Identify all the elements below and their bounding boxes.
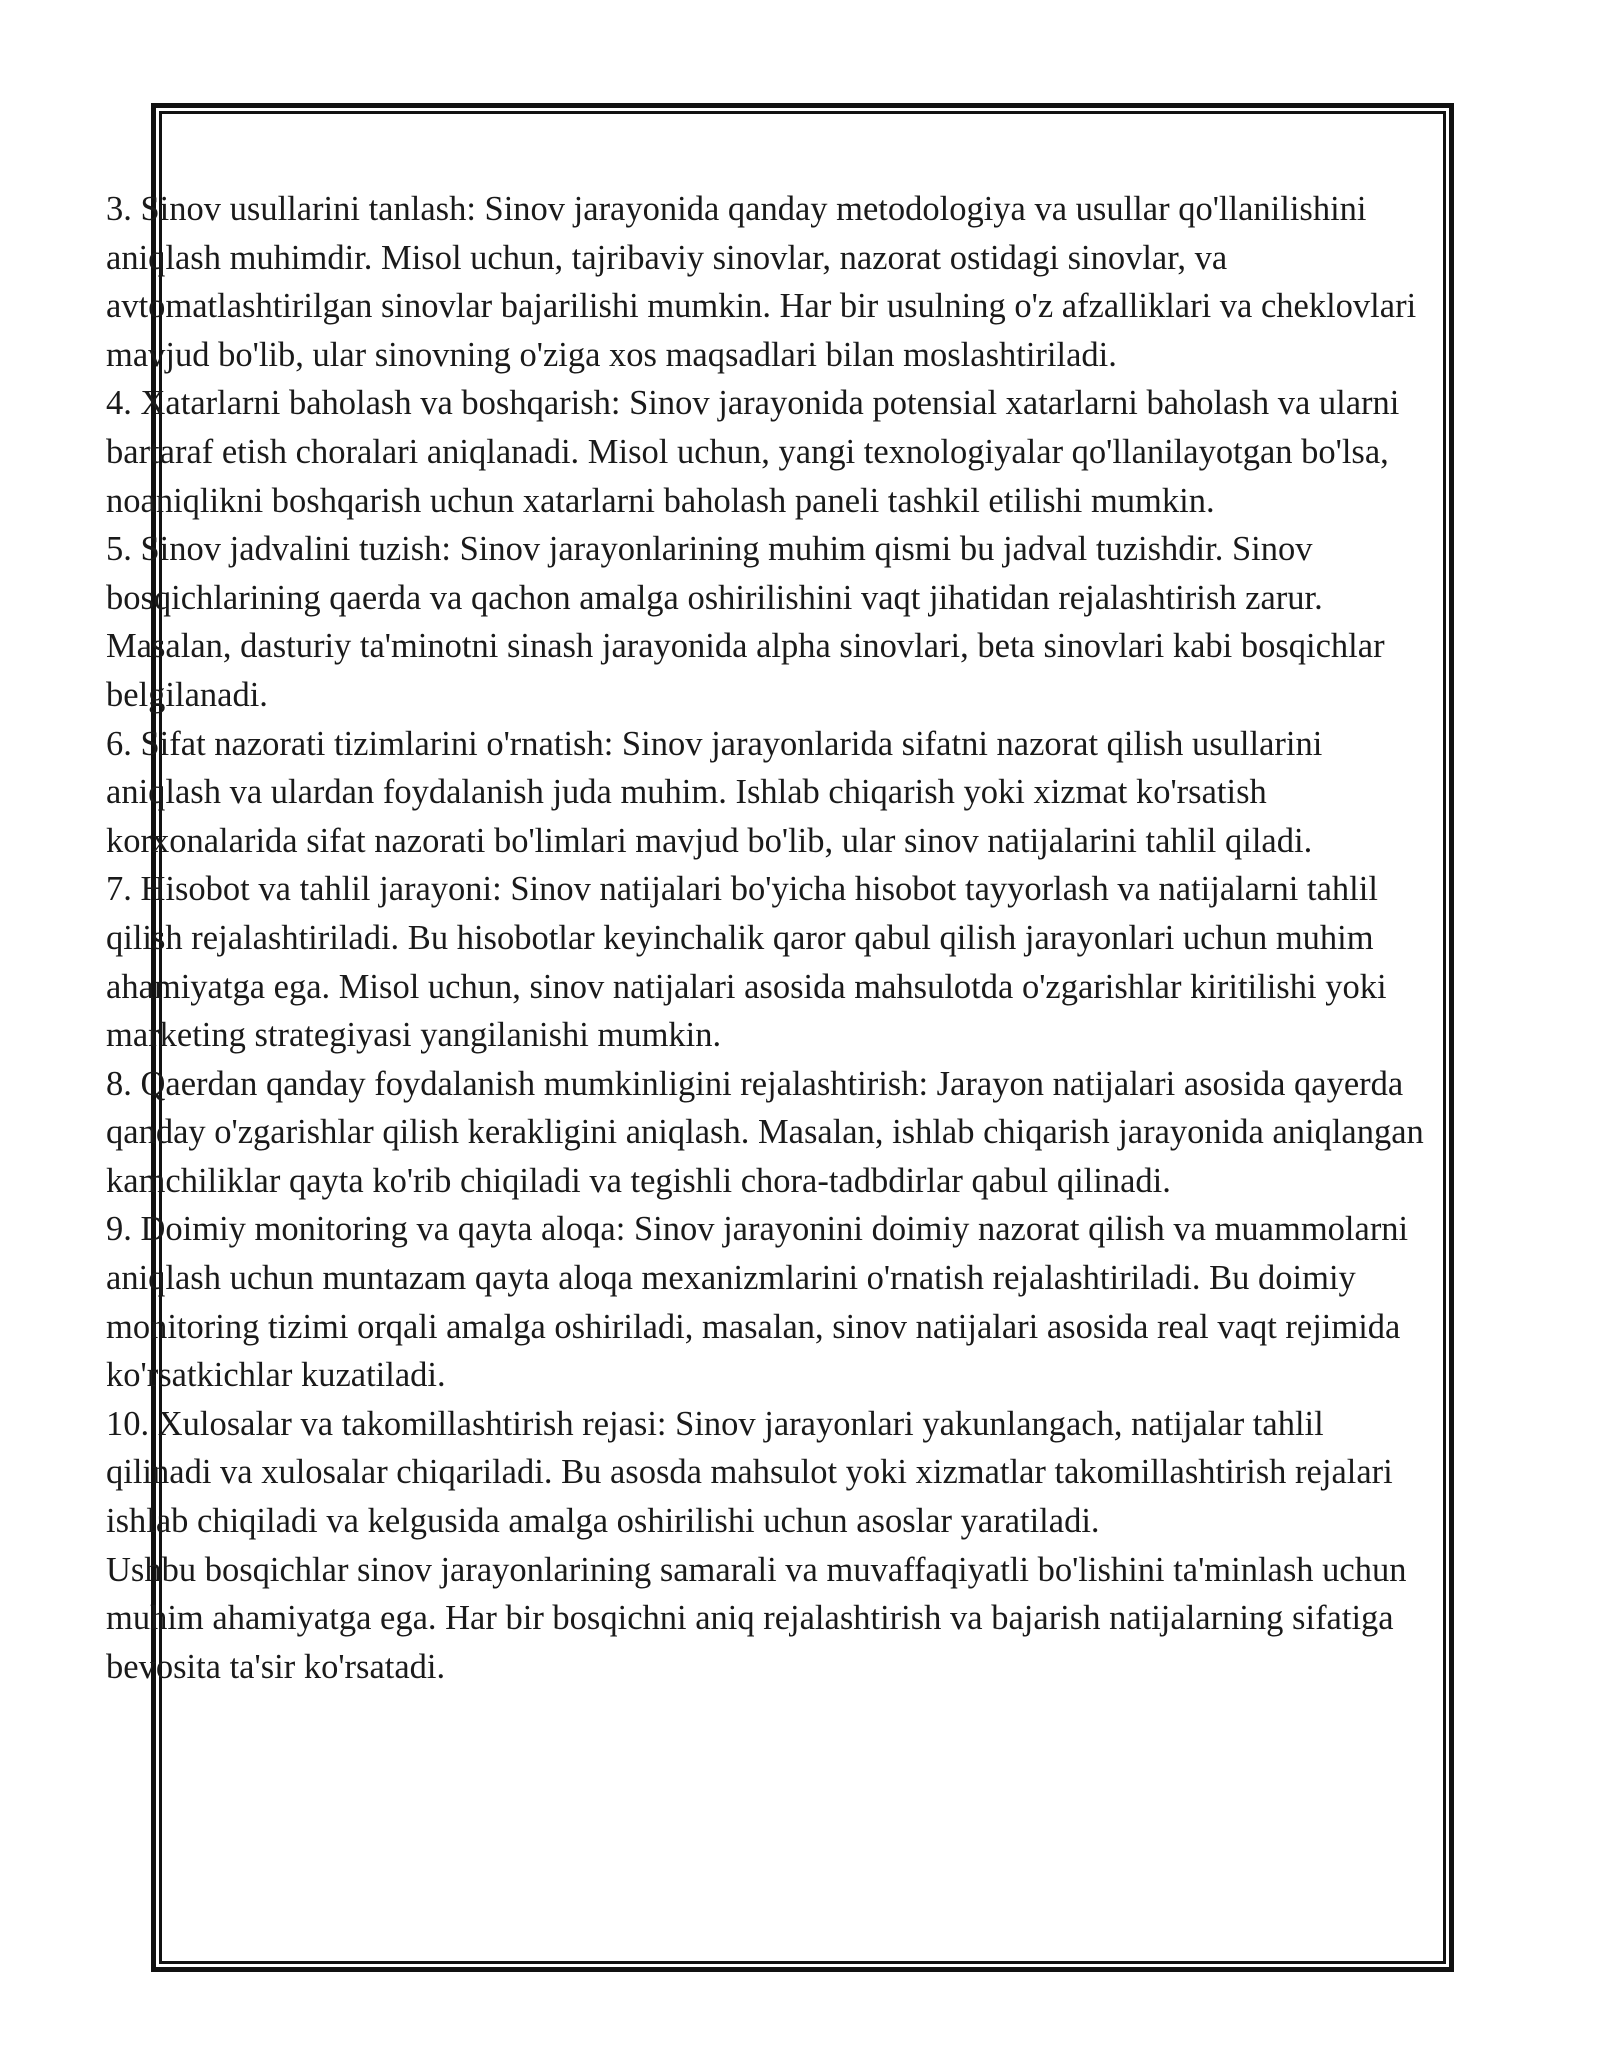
body-text — [106, 185, 1426, 1691]
paragraph-7-hisobot: 7. Hisobot va tahlil jarayoni: Sinov natijalari bo'yicha hisobot tayyorlash va natijalarni tahlil qilish rejalashtiriladi. Bu hisobotlar keyinchalik qaror qabul qilish jarayonlari uchun muhim ahamiyatga ega. Misol uchun, sinov natijalari asosida mahsulotda o'zgarishlar kiritilishi yoki marketing strategiyasi yangilanishi mumkin. — [106, 870, 1387, 1055]
paragraph-3-sinov-usullari: 3. Sinov usullarini tanlash: Sinov jarayonida qanday metodologiya va usullar qo'llanilishini aniqlash muhimdir. Misol uchun, tajribaviy sinovlar, nazorat ostidagi sinovlar, va avtomatlashtirilgan sinovlar bajarilishi mumkin. Har bir usulning o'z afzalliklari va cheklovlari mavjud bo'lib, ular sinovning o'ziga xos maqsadlari bilan moslashtiriladi. — [106, 190, 1417, 374]
paragraph-5-jadval: 5. Sinov jadvalini tuzish: Sinov jarayonlarining muhim qismi bu jadval tuzishdir. Sinov bosqichlarining qaerda va qachon amalga oshirilishini vaqt jihatidan rejalashtirish zarur. Masalan, dasturiy ta'minotni sinash jarayonida alpha sinovlari, beta sinovlari kabi bosqichlar belgilanadi. — [106, 530, 1385, 714]
paragraph-9-monitoring: 9. Doimiy monitoring va qayta aloqa: Sinov jarayonini doimiy nazorat qilish va muammolarni aniqlash uchun muntazam qayta aloqa mexanizmlarini o'rnatish rejalashtiriladi. Bu doimiy monitoring tizimi orqali amalga oshiriladi, masalan, sinov natijalari asosida real vaqt rejimida ko'rsatkichlar kuzatiladi. — [106, 1210, 1409, 1395]
paragraph-6-sifat-nazorati: 6. Sifat nazorati tizimlarini o'rnatish: Sinov jarayonlarida sifatni nazorat qilish usullarini aniqlash va ulardan foydalanish juda muhim. Ishlab chiqarish yoki xizmat ko'rsatish korxonalarida sifat nazorati bo'limlari mavjud bo'lib, ular sinov natijalarini tahlil qiladi. — [106, 724, 1323, 860]
paragraph-conclusion: Ushbu bosqichlar sinov jarayonlarining samarali va muvaffaqiyatli bo'lishini ta'minlash uchun muhim ahamiyatga ega. Har bir bosqichni aniq rejalashtirish va bajarish natijalarning sifatiga bevosita ta'sir ko'rsatadi. — [106, 1550, 1407, 1686]
paragraph-10-xulosalar: 10. Xulosalar va takomillashtirish rejasi: Sinov jarayonlari yakunlangach, natijalar tahlil qilinadi va xulosalar chiqariladi. Bu asosda mahsulot yoki xizmatlar takomillashtirish rejalari ishlab chiqiladi va kelgusida amalga oshirilishi uchun asoslar yaratiladi. — [106, 1404, 1393, 1541]
paragraph-4-xatarlar: 4. Xatarlarni baholash va boshqarish: Sinov jarayonida potensial xatarlarni baholash va ularni bartaraf etish choralari aniqlanadi. Misol uchun, yangi texnologiyalar qo'llanilayotgan bo'lsa, noaniqlikni boshqarish uchun xatarlarni baholash paneli tashkil etilishi mumkin. — [106, 384, 1400, 520]
paragraph-8-foydalanish: 8. Qaerdan qanday foydalanish mumkinligini rejalashtirish: Jarayon natijalari asosida qayerda qanday o'zgarishlar qilish kerakligini aniqlash. Masalan, ishlab chiqarish jarayonida aniqlangan kamchiliklar qayta ko'rib chiqiladi va tegishli chora-tadbdirlar qabul qilinadi. — [106, 1064, 1424, 1200]
